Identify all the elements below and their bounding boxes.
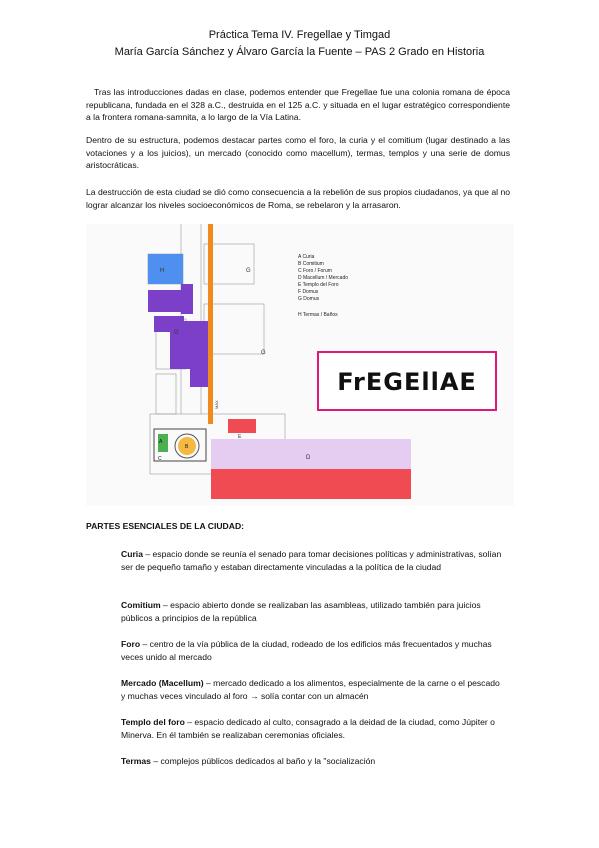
intro-paragraph-3: La destrucción de esta ciudad se dió como consecuencia a la rebelión de sus propios ciudadanos, ya que al no lograr alcanzar los niveles socioeconómicos de Roma, se rebelaron y la arrasaron. — [86, 187, 510, 210]
fregellae-sign-text: FrEGEllAE — [337, 368, 477, 396]
item-term: Foro — [121, 639, 141, 649]
domus-block-5 — [190, 369, 208, 387]
item-term: Comitium — [121, 600, 161, 610]
label-h: H — [160, 268, 165, 274]
list-item — [121, 638, 506, 664]
label-c: C — [158, 456, 162, 462]
item-term: Termas — [121, 756, 151, 766]
domus-block-1 — [148, 290, 181, 312]
legend-item: F Domus — [298, 289, 319, 295]
via-latina-road — [208, 224, 213, 424]
legend-item: A Curia — [298, 254, 315, 260]
legend-item: G Domus — [298, 296, 320, 302]
label-b: B — [185, 444, 189, 450]
document-header — [0, 27, 599, 61]
item-term: Templo del foro — [121, 717, 185, 727]
section-title: PARTES ESENCIALES DE LA CIUDAD: — [86, 521, 245, 531]
list-item — [121, 599, 506, 625]
item-text: – complejos públicos dedicados al baño y la "socialización — [150, 756, 376, 766]
label-g-3: G — [261, 350, 266, 356]
item-text: – espacio donde se reunía el senado para tomar decisiones políticas y administrativas, solían ser de pequeño tamaño y estaban directamente vinculadas a la política de la ciudad — [121, 549, 502, 572]
item-text: – espacio dedicado al culto, consagrado a la deidad de la ciudad, como Júpiter o Minerva. En él también se realizaban ceremonias oficiales. — [121, 717, 495, 740]
fregellae-map — [86, 224, 514, 506]
list-item — [121, 716, 506, 742]
red-area — [211, 469, 411, 499]
domus-block-4 — [170, 321, 208, 369]
legend-item: B Comitium — [298, 261, 324, 267]
label-max: MAX — [214, 400, 219, 409]
label-a: A — [159, 439, 163, 445]
header-line-1: Práctica Tema IV. Fregellae y Timgad — [208, 29, 391, 41]
legend-item: D Macellum / Mercado — [298, 275, 349, 281]
termas-area — [148, 254, 183, 284]
legend-item: C Foro / Forum — [298, 268, 332, 274]
temple-area — [228, 419, 256, 433]
label-g-1: G — [246, 268, 251, 274]
item-text: – centro de la vía pública de la ciudad, rodeado de los edificios más frecuentados y muchas veces unido al mercado — [121, 639, 492, 662]
item-text: – mercado dedicado a los alimentos, especialmente de la carne o el pescado y muchas veces vinculado al foro → solía contar con un almacén — [121, 678, 500, 701]
legend-item: E Templo del Foro — [298, 282, 339, 288]
domus-block-2 — [181, 284, 193, 314]
header-line-2: María García Sánchez y Álvaro García la Fuente – PAS 2 Grado en Historia — [114, 46, 485, 58]
list-item — [121, 548, 506, 574]
list-item — [121, 677, 506, 703]
item-text: – espacio abierto donde se realizaban las asambleas, utilizado también para juicios públicos a principios de la república — [121, 600, 481, 623]
label-g-2: G — [174, 330, 179, 336]
item-term: Mercado (Macellum) — [121, 678, 204, 688]
intro-paragraph-1: Tras las introducciones dadas en clase, podemos entender que Fregellae fue una colonia romana de época republicana, fundada en el 328 a.C., destruida en el 125 a.C. y situada en el lugar estratégico correspondiente a la frontera romana-samnita, a lo largo de la Vía Latina. — [86, 87, 510, 123]
legend-item: H Termas / Baños — [298, 312, 338, 318]
list-item — [121, 755, 506, 768]
label-e: E — [238, 434, 242, 440]
item-term: Curia — [121, 549, 143, 559]
intro-paragraph-2: Dentro de su estructura, podemos destacar partes como el foro, la curia y el comitium (lugar destinado a las votaciones y a los juicios), un mercado (conocido como macellum), termas, templos y una serie de domus aristocráticas. — [86, 135, 510, 171]
macellum-area — [211, 439, 411, 469]
label-d: D — [306, 455, 311, 461]
